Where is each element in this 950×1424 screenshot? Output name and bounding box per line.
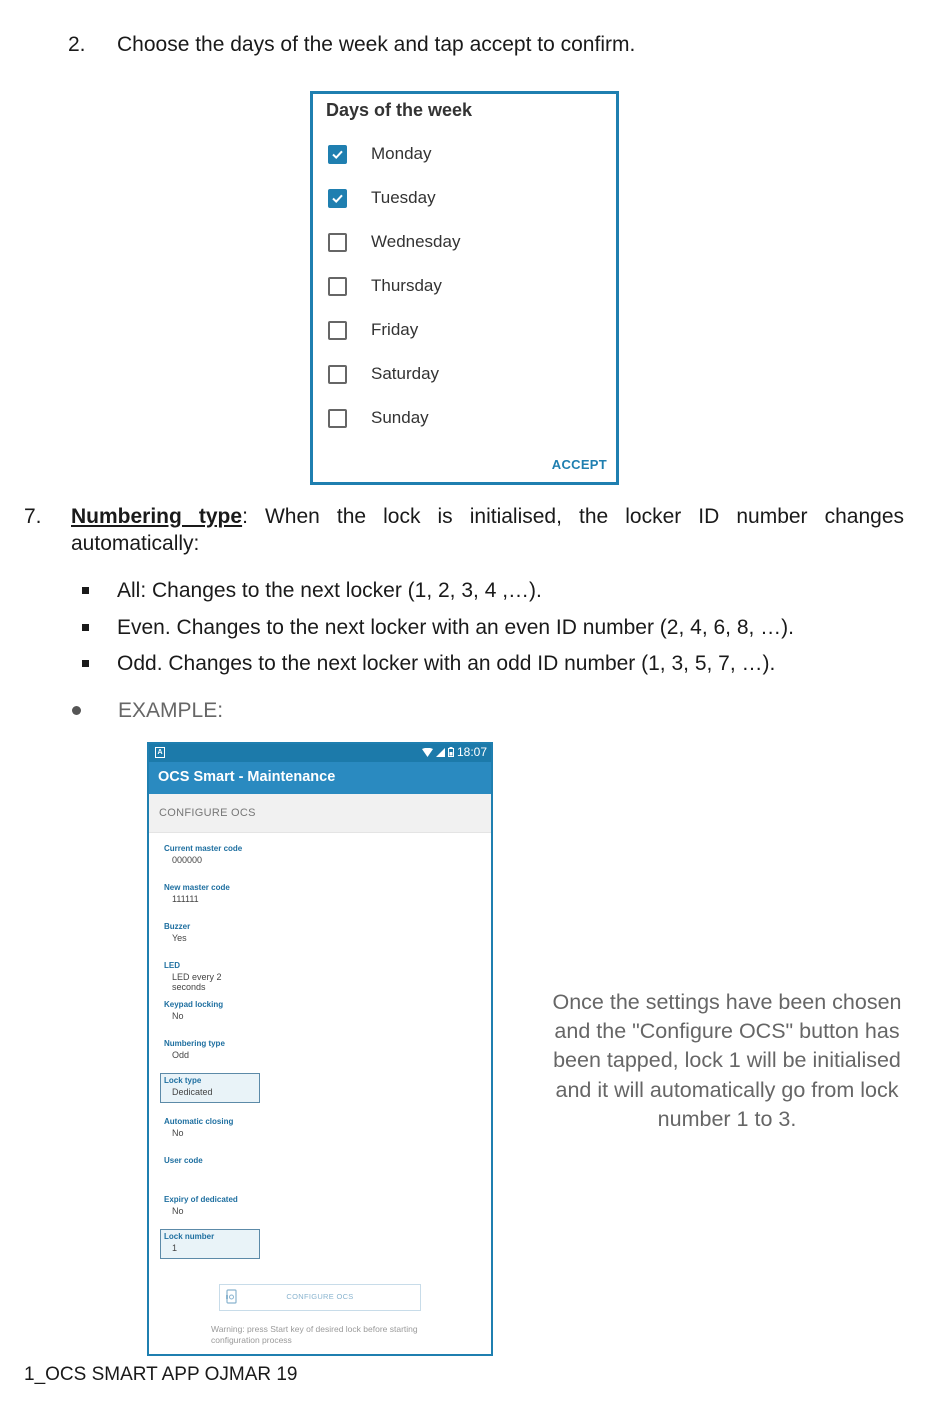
day-label: Monday [371, 144, 432, 163]
day-option[interactable] [328, 227, 460, 257]
section-intro: : When the lock is initialised, the locker ID number changes automatically: [71, 505, 905, 556]
footer: 1_OCS SMART APP OJMAR 19 [24, 1364, 298, 1385]
bullet-square-icon [82, 587, 89, 594]
bullet-dot-icon [72, 706, 81, 715]
setting-value: Yes [172, 933, 187, 943]
setting-label: Numbering type [164, 1039, 225, 1048]
notification-icon: A [155, 747, 165, 758]
configure-header [149, 794, 491, 833]
configure-panel [149, 794, 491, 1354]
day-label: Wednesday [371, 232, 461, 251]
setting-field[interactable] [160, 1229, 260, 1259]
setting-label: Current master code [164, 844, 243, 853]
setting-value: 000000 [172, 855, 203, 865]
setting-field[interactable] [161, 1115, 259, 1140]
setting-value: No [172, 1128, 184, 1138]
setting-label: User code [164, 1156, 203, 1165]
day-option[interactable] [328, 315, 418, 345]
setting-field[interactable] [160, 1073, 260, 1103]
bullet-square-icon [82, 624, 89, 631]
day-option[interactable] [328, 359, 439, 389]
day-option[interactable] [328, 183, 436, 213]
setting-value: LED every 2 seconds [172, 972, 222, 992]
checkbox-empty-icon[interactable] [328, 365, 347, 384]
setting-field[interactable] [161, 1037, 259, 1062]
day-label: Tuesday [371, 188, 436, 207]
checkbox-empty-icon[interactable] [328, 277, 347, 296]
setting-value: 111111 [172, 894, 199, 904]
setting-field[interactable] [161, 998, 259, 1023]
setting-label: Keypad locking [164, 1000, 224, 1009]
day-option[interactable] [328, 139, 431, 169]
app-bar [149, 762, 491, 794]
status-bar [149, 744, 491, 762]
warning-text: Warning: press Start key of desired lock before starting configuration process [211, 1324, 418, 1346]
setting-label: Lock number [164, 1232, 215, 1241]
setting-field[interactable] [161, 881, 259, 906]
status-time: 18:07 [456, 745, 487, 759]
configure-ocs-button[interactable] [219, 1284, 421, 1311]
section-paragraph [71, 503, 904, 558]
day-label: Saturday [371, 364, 440, 383]
setting-field[interactable] [161, 959, 259, 994]
bullet-square-icon [82, 660, 89, 667]
setting-field[interactable] [161, 1154, 259, 1169]
setting-field[interactable] [161, 1193, 259, 1218]
signal-icon [436, 748, 445, 757]
setting-value: No [172, 1011, 184, 1021]
configure-header-label: CONFIGURE OCS [159, 807, 256, 819]
dialog-title: Days of the week [326, 100, 473, 120]
bullet-all: All: Changes to the next locker (1, 2, 3, 4 ,…). [117, 579, 542, 602]
day-label: Thursday [371, 276, 442, 295]
configure-ocs-label: CONFIGURE OCS [286, 1292, 354, 1301]
setting-label: Expiry of dedicated [164, 1195, 238, 1204]
bullet-odd: Odd. Changes to the next locker with an odd ID number (1, 3, 5, 7, …). [117, 652, 776, 675]
setting-label: Automatic closing [164, 1117, 234, 1126]
day-option[interactable] [328, 403, 429, 433]
setting-field[interactable] [161, 842, 259, 867]
setting-label: LED [164, 961, 180, 970]
setting-label: New master code [164, 883, 230, 892]
side-note: Once the settings have been chosen and the "Configure OCS" button has been tapped, lock 1 will be initialised and it will automatically go from lock number 1 to 3. [552, 990, 902, 1131]
battery-icon [448, 747, 454, 757]
setting-value: Dedicated [172, 1087, 213, 1097]
setting-field[interactable] [161, 920, 259, 945]
example-label: EXAMPLE: [118, 699, 224, 722]
days-of-week-dialog [310, 91, 619, 485]
day-label: Friday [371, 320, 419, 339]
checkbox-empty-icon[interactable] [328, 233, 347, 252]
checkbox-checked-icon[interactable] [328, 145, 347, 164]
section-number: 7. [24, 505, 42, 528]
setting-label: Buzzer [164, 922, 191, 931]
setting-value: Odd [172, 1050, 190, 1060]
setting-value: 1 [172, 1243, 178, 1253]
step-number: 2. [68, 33, 86, 56]
accept-button[interactable]: ACCEPT [551, 457, 607, 472]
setting-label: Lock type [164, 1076, 202, 1085]
app-title: OCS Smart - Maintenance [158, 769, 336, 785]
checkbox-checked-icon[interactable] [328, 189, 347, 208]
phone-screenshot [147, 742, 493, 1356]
checkbox-empty-icon[interactable] [328, 321, 347, 340]
setting-value: No [172, 1206, 184, 1216]
wifi-icon [422, 748, 433, 757]
bullet-even: Even. Changes to the next locker with an even ID number (2, 4, 6, 8, …). [117, 616, 795, 639]
checkbox-empty-icon[interactable] [328, 409, 347, 428]
section-heading: Numbering type [71, 505, 243, 528]
day-option[interactable] [328, 271, 442, 301]
day-label: Sunday [371, 408, 429, 427]
step-instruction: Choose the days of the week and tap accept to confirm. [117, 33, 636, 56]
